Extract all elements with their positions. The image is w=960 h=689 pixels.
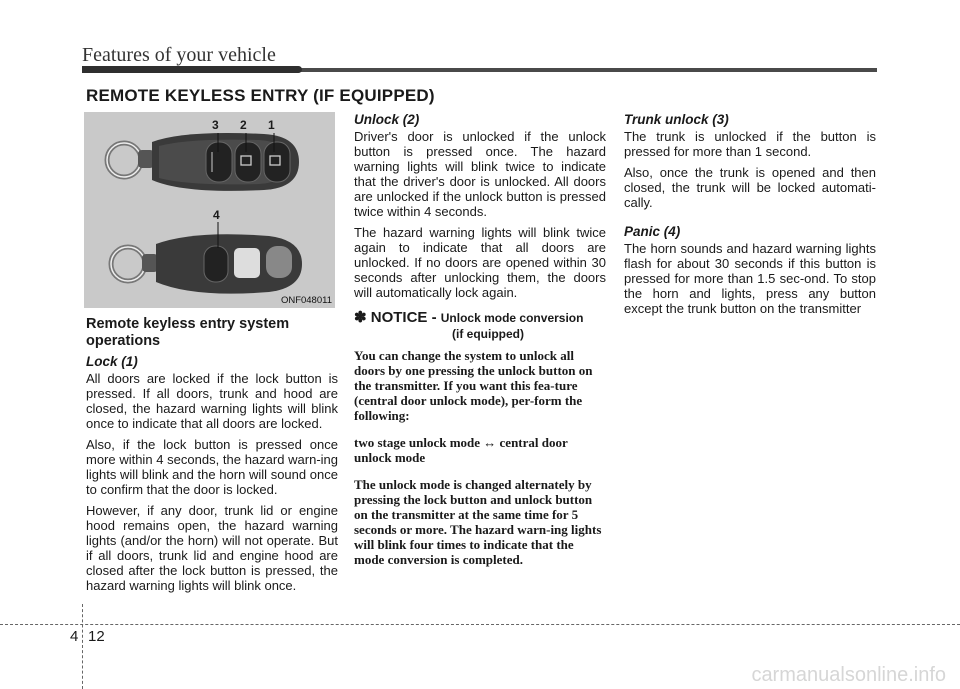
notice-paragraph-1: You can change the system to unlock all doors by one pressing the unlock button on the transmitter. If you want this fea-ture (central door unlock mode), per-form the following: (354, 348, 593, 423)
unlock-paragraph-2: The hazard warning lights will blink twice again to indicate that all doors are unlocked. If no doors are opened within 30 seconds after unlocking them, the doors will automatically lock again. (354, 225, 606, 300)
unlock-paragraph-1: Driver's door is unlocked if the unlock button is pressed once. The hazard warning lights will blink twice to indicate that the driver's door is unlocked. All doors are unlocked if the unlock button is pressed twice within 4 seconds. (354, 129, 606, 219)
panic-paragraph: The horn sounds and hazard warning lights flash for about 30 seconds if this button is pressed for more than 1.5 sec-ond. To stop the horn and lights, press any button except the trunk button on the transmitter (624, 241, 876, 316)
notice-label: ✽ NOTICE - (354, 309, 437, 326)
key-fob-illustration (84, 112, 335, 308)
notice-heading (354, 310, 606, 342)
callout-1: 1 (268, 118, 275, 132)
section-title: REMOTE KEYLESS ENTRY (IF EQUIPPED) (86, 86, 435, 105)
footer-rule (0, 624, 960, 625)
figure-code: ONF048011 (280, 295, 332, 306)
callout-4: 4 (213, 208, 220, 222)
fob-top (107, 133, 299, 191)
callout-2: 2 (240, 118, 247, 132)
lock-paragraph-1: All doors are locked if the lock button is pressed. If all doors, trunk and hood are closed, the hazard warning lights will blink once to indicate that all doors are locked. (86, 371, 338, 431)
key-fob-figure (84, 112, 335, 308)
column-3 (624, 112, 876, 322)
lock-paragraph-3: However, if any door, trunk lid or engine hood remains open, the hazard warning lights (and/or the horn) will not operate. But if all doors, trunk lid and engine hood are closed after the lock button is pressed, the hazard warning lights will blink once. (86, 503, 338, 593)
notice-paragraph-3: The unlock mode is changed alternately by pressing the lock button and unlock button on the transmitter at the same time for 5 seconds or more. The hazard warn-ing lights will blink four times to indicate that the mode conversion is completed. (354, 477, 602, 567)
panic-title: Panic (4) (624, 224, 681, 239)
header-title: Features of your vehicle (82, 44, 276, 66)
operations-heading: Remote keyless entry system operations (86, 316, 290, 349)
column-2 (354, 112, 606, 579)
notice-paragraph-2: two stage unlock mode ↔ central door unlock mode (354, 435, 568, 465)
notice-subtitle: Unlock mode conversion (440, 311, 584, 325)
notice-subtitle-2: (if equipped) (452, 327, 524, 341)
section-number: 4 (70, 628, 79, 645)
column-1 (86, 316, 338, 599)
trunk-paragraph-2: Also, once the trunk is opened and then closed, the trunk will be locked automati-cally. (624, 165, 876, 210)
fob-bottom (111, 222, 302, 294)
footer-divider (82, 604, 83, 689)
page-number: 12 (88, 628, 105, 645)
watermark: carmanualsonline.info (751, 664, 946, 686)
lock-title: Lock (1) (86, 354, 138, 369)
lock-paragraph-2: Also, if the lock button is pressed once more within 4 seconds, the hazard warn-ing lights will blink and the horn will sound once to confirm that the door is locked. (86, 437, 338, 497)
callout-3: 3 (212, 118, 219, 132)
unlock-title: Unlock (2) (354, 112, 420, 127)
trunk-paragraph-1: The trunk is unlocked if the button is pressed for more than 1 second. (624, 129, 876, 159)
trunk-title: Trunk unlock (3) (624, 112, 729, 127)
header-rule-accent (82, 66, 302, 73)
